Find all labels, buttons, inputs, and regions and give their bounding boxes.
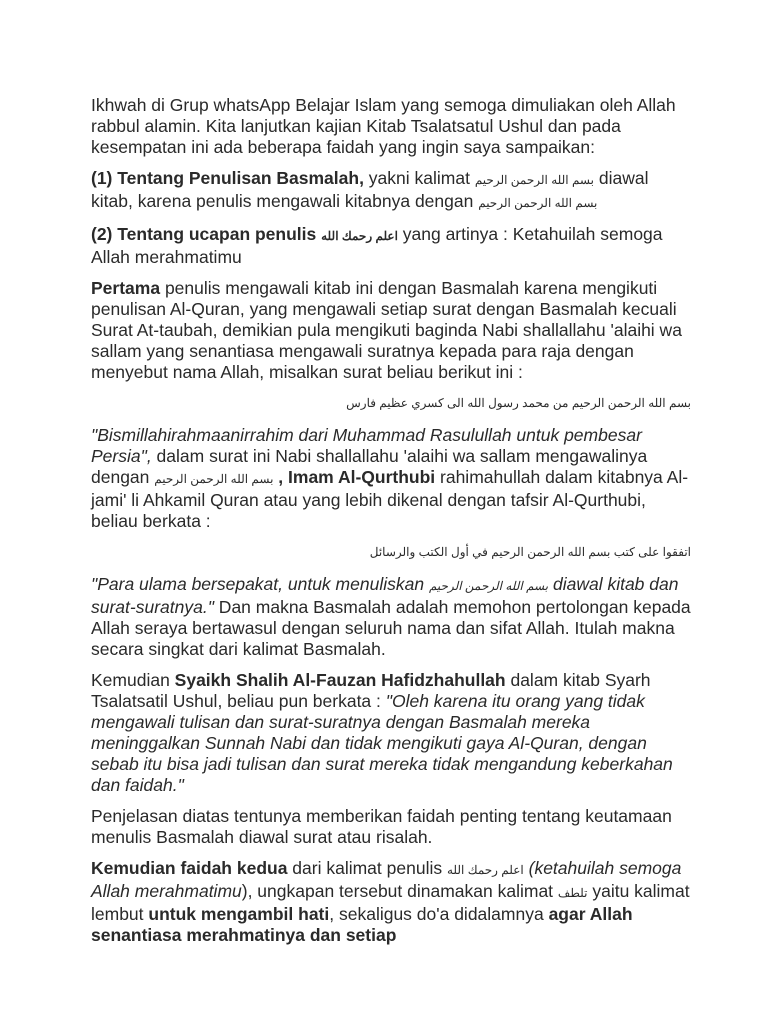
arabic-quote-qurthubi: اتفقوا على كتب بسم الله الرحمن الرحيم في أول الكتب والرسائل xyxy=(369,545,691,559)
arabic-phrase: اعلم رحمك الله xyxy=(321,229,398,243)
arabic-basmalah: بسم الله الرحمن الرحيم xyxy=(154,472,274,486)
heading-basmalah: (1) Tentang Penulisan Basmalah, xyxy=(91,168,364,188)
arabic-phrase: اعلم رحمك الله xyxy=(446,863,524,877)
text: rahimahullah dalam kitabnya Al-jami' li Ahkamil Quran atau yang lebih dikenal dengan tafsir Al-Qurthubi, beliau berkata : xyxy=(91,467,689,531)
text: dalam surat ini Nabi shallallahu 'alaihi wa sallam mengawalinya dengan xyxy=(91,446,648,487)
italic-quote: diawal kitab dan surat-suratnya." xyxy=(91,574,679,617)
text: Kemudian xyxy=(91,670,175,690)
text: , sekaligus do'a didalamnya xyxy=(329,904,549,924)
text: yaitu kalimat lembut xyxy=(91,881,690,924)
text: yakni kalimat xyxy=(363,168,475,188)
text: penulis mengawali kitab ini dengan Basmalah karena mengikuti penulisan Al-Quran, yang mengawali setiap surat dengan Basmalah kecuali Surat At-taubah, demikian pula mengikuti baginda Nabi shallallahu 'alaihi wa sallam yang senantiasa mengawali suratnya kepada para raja dengan menyebut nama Allah, misalkan surat beliau berikut ini : xyxy=(91,278,682,382)
article-body xyxy=(91,95,691,956)
arabic-basmalah: بسم الله الرحمن الرحيم xyxy=(478,196,598,210)
arabic-basmalah: بسم الله الرحمن الرحيم xyxy=(428,579,549,593)
italic-quote: "Bismillahirahmaanirrahim dari Muhammad Rasulullah untuk pembesar Persia", xyxy=(91,425,642,466)
italic-translation: (ketahuilah semoga Allah merahmatimu xyxy=(91,858,682,901)
text: dalam kitab Syarh Tsalatsatil Ushul, beliau pun berkata : xyxy=(91,670,651,711)
bold-faidah: Kemudian faidah kedua xyxy=(91,858,288,878)
paragraph-letter-translation xyxy=(91,425,691,532)
italic-quote: "Oleh karena itu orang yang tidak mengawali tulisan dan surat-suratnya dengan Basmalah mereka meninggalkan Sunnah Nabi dan tidak mengikuti gaya Al-Quran, dengan sebab itu bisa jadi tulisan dan surat mereka tidak mengandung keberkahan dan faidah." xyxy=(91,691,673,795)
paragraph-pertama xyxy=(91,278,691,383)
bold-imam: , Imam Al-Qurthubi xyxy=(273,467,436,487)
arabic-quote-letter: بسم الله الرحمن الرحيم من محمد رسول الله الى كسري عظيم فارس xyxy=(346,396,691,410)
paragraph-faidah-kedua xyxy=(91,858,691,946)
bold-pertama: Pertama xyxy=(91,278,161,298)
italic-quote: "Para ulama bersepakat, untuk menuliskan xyxy=(91,574,429,594)
text: Dan makna Basmalah adalah memohon pertolongan kepada Allah seraya bertawasul dengan seluruh nama dan sifat Allah. Itulah makna secara singkat dari kalimat Basmalah. xyxy=(91,597,691,659)
text: ), ungkapan tersebut dinamakan kalimat xyxy=(241,881,558,901)
bold-phrase: untuk mengambil hati xyxy=(148,904,330,924)
text: diawal kitab, karena penulis mengawali kitabnya dengan xyxy=(91,168,649,211)
paragraph-basmalah xyxy=(91,168,691,214)
paragraph-penjelasan: Penjelasan diatas tentunya memberikan faidah penting tentang keutamaan menulis Basmalah diawal surat atau risalah. xyxy=(91,806,672,847)
paragraph-fauzan xyxy=(91,670,691,796)
arabic-word: تلطف xyxy=(557,886,588,900)
heading-ucapan: (2) Tentang ucapan penulis xyxy=(91,224,322,244)
text: yang artinya : Ketahuilah semoga Allah merahmatimu xyxy=(91,224,663,267)
paragraph-ucapan xyxy=(91,224,691,268)
text: dari kalimat penulis xyxy=(287,858,447,878)
bold-phrase: agar Allah senantiasa merahmatinya dan setiap xyxy=(91,904,633,945)
paragraph-ulama xyxy=(91,574,691,660)
bold-syaikh: Syaikh Shalih Al-Fauzan Hafidzhahullah xyxy=(174,670,506,690)
arabic-basmalah: بسم الله الرحمن الرحيم xyxy=(474,173,594,187)
intro-paragraph: Ikhwah di Grup whatsApp Belajar Islam yang semoga dimuliakan oleh Allah rabbul alamin. Kita lanjutkan kajian Kitab Tsalatsatul Ushul dan pada kesempatan ini ada beberapa faidah yang ingin saya sampaikan: xyxy=(91,95,676,157)
